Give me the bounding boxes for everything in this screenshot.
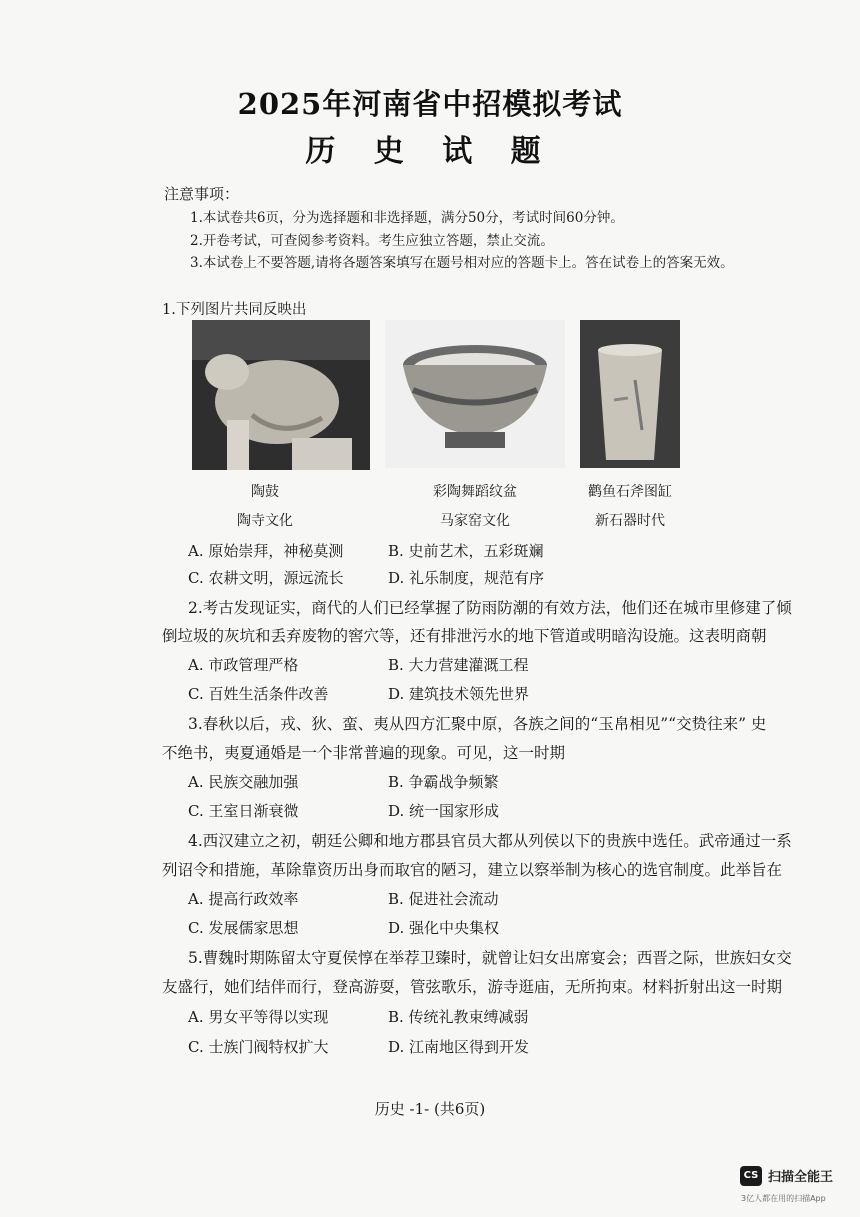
q3-option-b: B. 争霸战争频繁 xyxy=(388,773,499,791)
watermark-name: 扫描全能王 xyxy=(768,1170,834,1185)
q2-stem-line: 倒垃圾的灰坑和丢弃废物的窖穴等，还有排泄污水的地下管道或明暗沟设施。这表明商朝 xyxy=(162,627,767,645)
image-caption-name: 彩陶舞蹈纹盆 xyxy=(433,484,517,500)
image-caption-culture: 马家窑文化 xyxy=(440,513,510,529)
q2-stem-line: 2.考古发现证实，商代的人们已经掌握了防雨防潮的有效方法，他们还在城市里修建了倾 xyxy=(188,599,792,617)
q1-option-b: B. 史前艺术，五彩斑斓 xyxy=(388,542,544,560)
q3-stem-line: 不绝书，夷夏通婚是一个非常普遍的现象。可见，这一时期 xyxy=(162,744,566,762)
image-caption-name: 陶鼓 xyxy=(251,484,279,500)
watermark-tagline: 3亿人都在用的扫描App xyxy=(741,1194,826,1203)
q4-option-a: A. 提高行政效率 xyxy=(188,890,299,908)
image-caption-culture: 新石器时代 xyxy=(595,513,665,529)
q3-stem-line: 3.春秋以后，戎、狄、蛮、夷从四方汇聚中原，各族之间的“玉帛相见”“交贽往来” 史 xyxy=(188,715,767,733)
q1-option-d: D. 礼乐制度，规范有序 xyxy=(388,569,545,587)
exam-title: 2025年河南省中招模拟考试 xyxy=(237,87,623,121)
pottery-drum-photo xyxy=(192,320,370,470)
q5-stem-line: 5.曹魏时期陈留太守夏侯惇在举荐卫臻时，就曾让妇女出席宴会；西晋之际，世族妇女交 xyxy=(188,949,792,967)
q3-option-d: D. 统一国家形成 xyxy=(388,802,500,820)
q2-option-b: B. 大力营建灌溉工程 xyxy=(388,656,529,674)
q2-option-a: A. 市政管理严格 xyxy=(188,656,299,674)
q3-option-a: A. 民族交融加强 xyxy=(188,773,299,791)
q5-stem-line: 友盛行，她们结伴而行，登高游耍，管弦歌乐，游寺逛庙，无所拘束。材料折射出这一时期 xyxy=(162,978,783,996)
q4-stem-line: 列诏令和措施，革除靠资历出身而取官的陋习，建立以察举制为核心的选官制度。此举旨在 xyxy=(162,861,783,879)
q1-option-a: A. 原始崇拜，神秘莫测 xyxy=(188,542,344,560)
painted-pottery-basin-photo xyxy=(385,320,565,468)
notice-item: 3.本试卷上不要答题,请将各题答案填写在题号相对应的答题卡上。答在试卷上的答案无效。 xyxy=(190,255,734,271)
q5-option-d: D. 江南地区得到开发 xyxy=(388,1038,530,1056)
notice-item: 1.本试卷共6页，分为选择题和非选择题，满分50分，考试时间60分钟。 xyxy=(190,210,624,226)
camscanner-logo-icon: CS xyxy=(740,1166,762,1186)
q5-option-a: A. 男女平等得以实现 xyxy=(188,1008,329,1026)
stork-fish-axe-jar-photo xyxy=(580,320,680,468)
q1-stem: 1.下列图片共同反映出 xyxy=(162,302,307,318)
q4-option-c: C. 发展儒家思想 xyxy=(188,919,299,937)
q2-option-c: C. 百姓生活条件改善 xyxy=(188,685,329,703)
image-caption-name: 鹳鱼石斧图缸 xyxy=(588,484,672,500)
q4-option-d: D. 强化中央集权 xyxy=(388,919,500,937)
q1-option-c: C. 农耕文明，源远流长 xyxy=(188,569,344,587)
notice-item: 2.开卷考试，可查阅参考资料。考生应独立答题，禁止交流。 xyxy=(190,233,554,249)
q2-option-d: D. 建筑技术领先世界 xyxy=(388,685,530,703)
q4-option-b: B. 促进社会流动 xyxy=(388,890,499,908)
q5-option-b: B. 传统礼教束缚减弱 xyxy=(388,1008,529,1026)
q5-option-c: C. 士族门阀特权扩大 xyxy=(188,1038,329,1056)
q3-option-c: C. 王室日渐衰微 xyxy=(188,802,299,820)
notice-heading: 注意事项： xyxy=(164,185,240,203)
subject-title: 历 史 试 题 xyxy=(305,134,555,169)
q4-stem-line: 4.西汉建立之初，朝廷公卿和地方郡县官员大都从列侯以下的贵族中选任。武帝通过一系 xyxy=(188,832,792,850)
page-footer: 历史 -1- (共6页) xyxy=(374,1100,486,1118)
image-caption-culture: 陶寺文化 xyxy=(237,513,293,529)
